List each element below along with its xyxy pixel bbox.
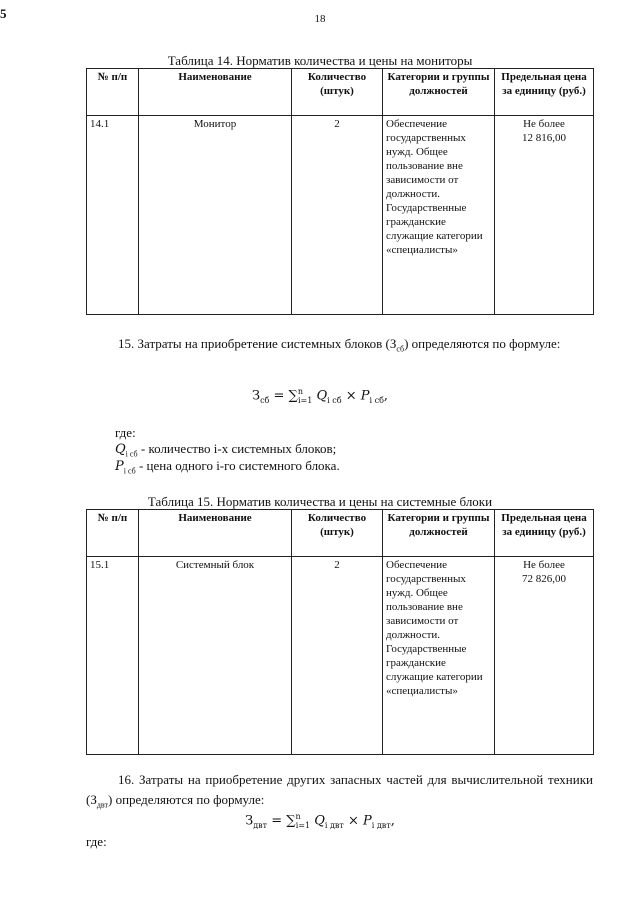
- table-row: [87, 116, 594, 315]
- row-name: Монитор: [139, 116, 292, 315]
- row-qty: 2: [292, 116, 383, 315]
- row-price: [495, 116, 594, 315]
- price-value: 12 816,00: [522, 132, 566, 144]
- table14-header-num: № п/п: [87, 69, 139, 116]
- where-label-15: где:: [115, 425, 136, 440]
- table14-header-qty: Количество (штук): [292, 69, 383, 116]
- para15-text-after: ) определяются по формуле:: [404, 336, 561, 351]
- table-row: [87, 557, 594, 755]
- paragraph-16: [86, 770, 593, 816]
- table15-header-price: Предельная цена за единицу (руб.): [495, 510, 594, 557]
- edge-mark: 5: [0, 6, 7, 21]
- table15: [86, 509, 594, 755]
- formula-16: $З_{двт} = \sum^n_{i=1}$ $Q_{i двт} \times P_{i двт}$,: [245, 812, 395, 830]
- para16-symbol: З: [90, 792, 97, 807]
- table14-header-categories: Категории и группы должностей: [383, 69, 495, 116]
- paragraph-15: [86, 334, 593, 360]
- table15-header-name: Наименование: [139, 510, 292, 557]
- para16-symbol-sub: двт: [96, 800, 109, 810]
- para15-text-before: 15. Затраты на приобретение системных блоков (: [118, 336, 390, 351]
- formula-15: $З_{сб} = \sum^n_{i=1}$ $Q_{i сб} \times P_{i сб}$,: [251, 387, 389, 405]
- row-price: [495, 557, 594, 755]
- table14-header-row: [87, 69, 594, 116]
- where-label-16: где:: [86, 834, 107, 849]
- where15-p-line: $P_{i сб}$ - цена одного i-го системного блока.: [115, 458, 340, 476]
- table14-header-name: Наименование: [139, 69, 292, 116]
- row-num: 14.1: [87, 116, 139, 315]
- table14: [86, 68, 594, 315]
- table14-caption: Таблица 14. Норматив количества и цены на мониторы: [167, 53, 473, 68]
- table15-caption: Таблица 15. Норматив количества и цены на системные блоки: [147, 494, 493, 509]
- table14-header-price: Предельная цена за единицу (руб.): [495, 69, 594, 116]
- page-number: 18: [314, 13, 326, 25]
- table15-header-categories: Категории и группы должностей: [383, 510, 495, 557]
- table15-header-qty: Количество (штук): [292, 510, 383, 557]
- row-num: 15.1: [87, 557, 139, 755]
- row-categories: Обеспечение государственных нужд. Общее пользование вне зависимости от должности. Государственные гражданские служащие категории «специалисты»: [383, 557, 495, 755]
- where15-q-line: $Q_{i сб}$ - количество i-х системных блоков;: [115, 441, 337, 459]
- row-categories: Обеспечение государственных нужд. Общее пользование вне зависимости от должности. Государственные гражданские служащие категории «специалисты»: [383, 116, 495, 315]
- para15-symbol-sub: сб: [396, 344, 405, 354]
- price-prefix: Не более: [523, 118, 565, 130]
- row-name: Системный блок: [139, 557, 292, 755]
- para15-symbol: З: [389, 336, 397, 351]
- price-prefix: Не более: [523, 559, 565, 571]
- price-value: 72 826,00: [522, 573, 566, 585]
- table15-header-row: [87, 510, 594, 557]
- row-qty: 2: [292, 557, 383, 755]
- para16-text-before: 16. Затраты на приобретение других запасных частей для вычислительной техники (: [86, 772, 593, 807]
- para16-text-after: ) определяются по формуле:: [108, 792, 265, 807]
- table15-header-num: № п/п: [87, 510, 139, 557]
